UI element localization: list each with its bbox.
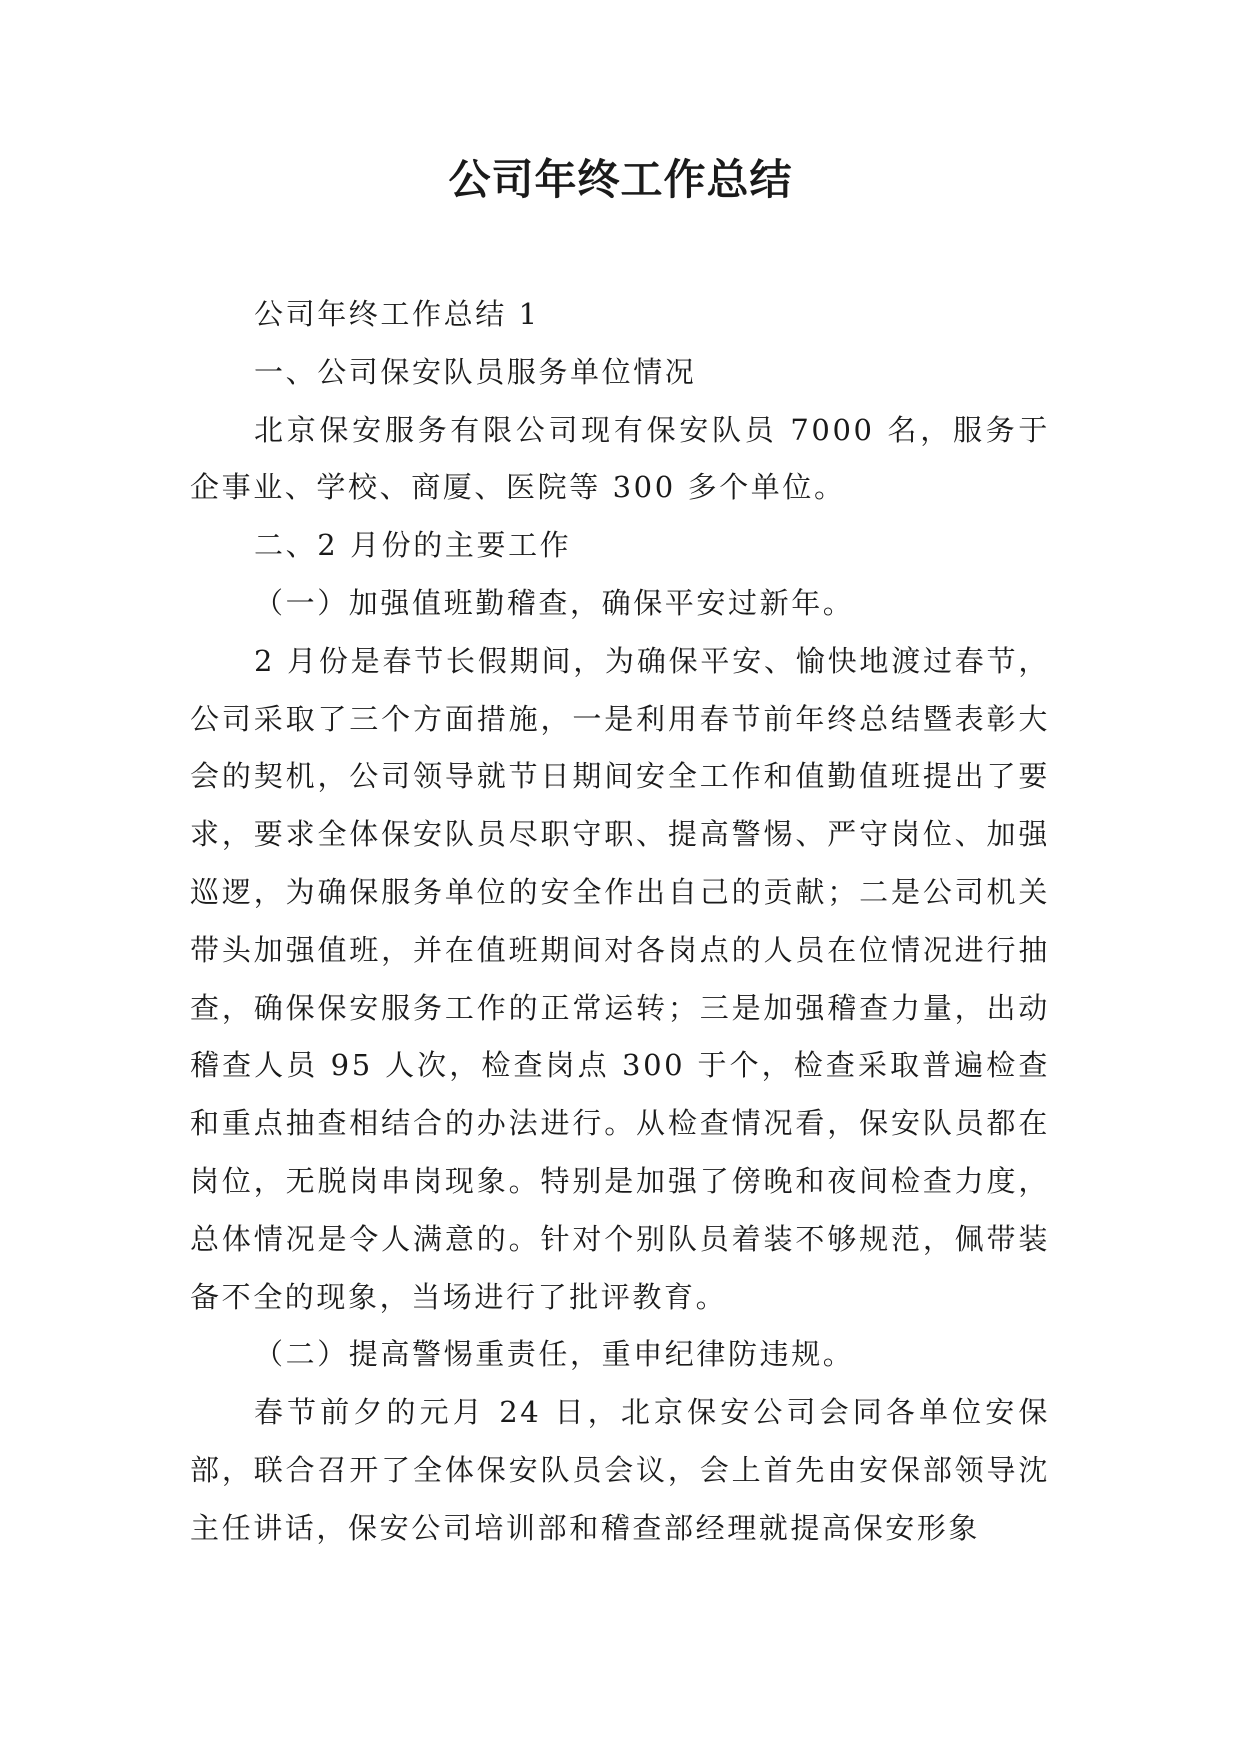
body-paragraph: 2 月份是春节长假期间，为确保平安、愉快地渡过春节，公司采取了三个方面措施，一是利用春节前年终总结暨表彰大会的契机，公司领导就节日期间安全工作和值勤值班提出了要求，要求全体保安队员尽职守职、提高警惕、严守岗位、加强巡逻，为确保服务单位的安全作出自己的贡献；二是公司机关带头加强值班，并在值班期间对各岗点的人员在位情况进行抽查，确保保安服务工作的正常运转；三是加强稽查力量，出动稽查人员 95 人次，检查岗点 300 于个，检查采取普遍检查和重点抽查相结合的办法进行。从检查情况看，保安队员都在岗位，无脱岗串岗现象。特别是加强了傍晚和夜间检查力度，总体情况是令人满意的。针对个别队员着装不够规范，佩带装备不全的现象，当场进行了批评教育。	[190, 643, 1050, 1314]
section-heading: 一、公司保安队员服务单位情况	[254, 354, 697, 389]
section-heading: 二、2 月份的主要工作	[254, 528, 572, 563]
document-title: 公司年终工作总结	[448, 155, 793, 204]
document-body	[190, 286, 1050, 1558]
body-paragraph: 春节前夕的元月 24 日，北京保安公司会同各单位安保部，联合召开了全体保安队员会议，会上首先由安保部领导沈主任讲话，保安公司培训部和稽查部经理就提高保安形象	[190, 1395, 1050, 1545]
body-paragraph: 北京保安服务有限公司现有保安队员 7000 名，服务于企事业、学校、商厦、医院等 300 多个单位。	[190, 412, 1050, 505]
section-heading: 公司年终工作总结 1	[254, 297, 540, 331]
subsection-heading: （二）提高警惕重责任，重申纪律防违规。	[254, 1337, 855, 1372]
subsection-heading: （一）加强值班勤稽查，确保平安过新年。	[254, 585, 855, 620]
